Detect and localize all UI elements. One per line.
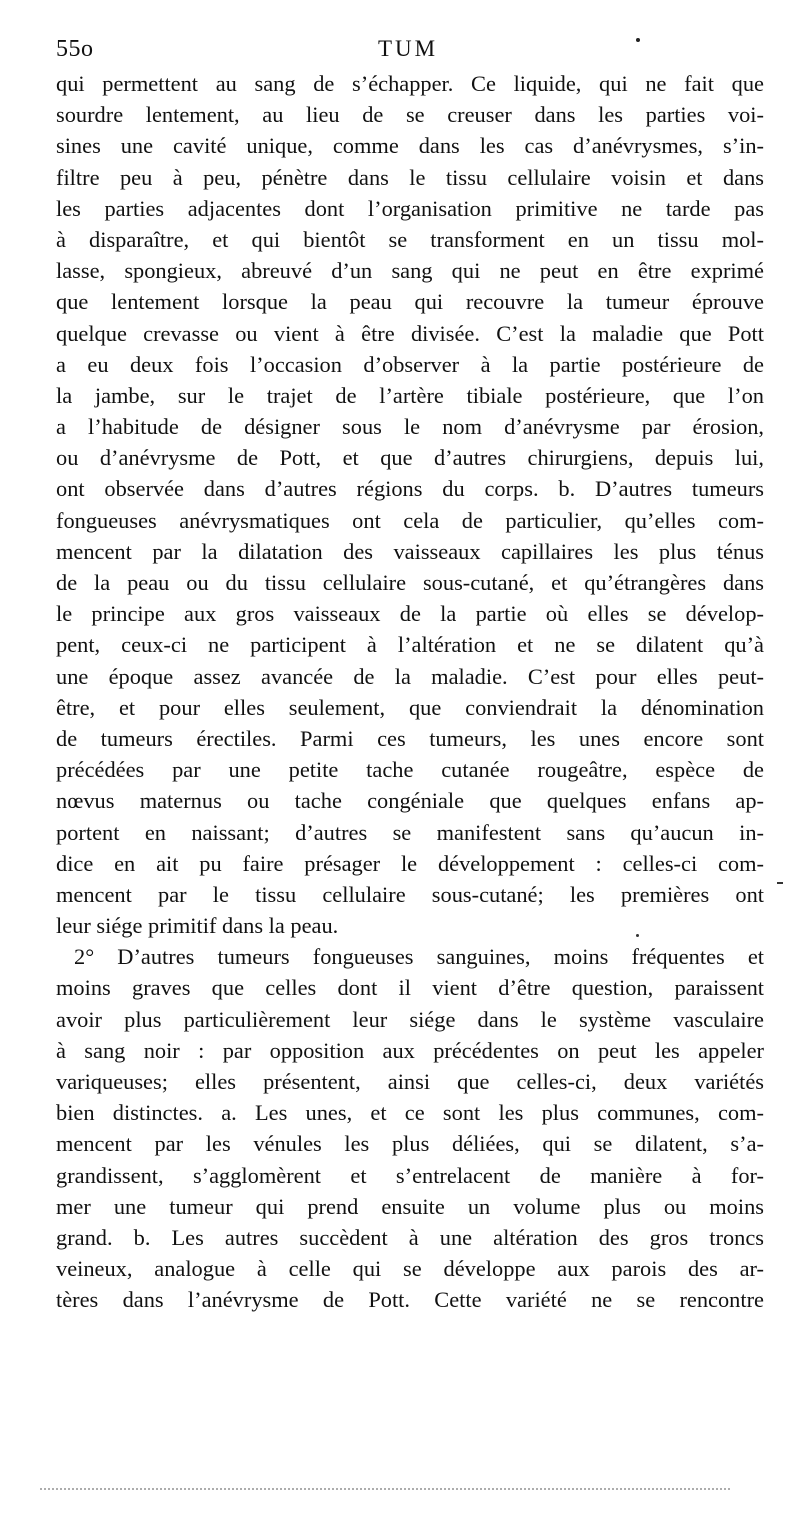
text-line: ont observée dans d’autres régions du corps. b. D’autres tumeurs — [56, 476, 764, 502]
text-line: sourdre lentement, au lieu de se creuser dans les parties voi- — [56, 102, 764, 128]
text-line: tères dans l’anévrysme de Pott. Cette variété ne se rencontre — [56, 1287, 764, 1313]
text-line: variqueuses; elles présentent, ainsi que celles-ci, deux variétés — [56, 1069, 764, 1094]
paragraph-last-line: leur siége primitif dans la peau. — [56, 913, 339, 939]
text-line: à sang noir : par opposition aux précédentes on peut les appeler — [56, 1037, 764, 1063]
text-line: sines une cavité unique, comme dans les cas d’anévrysmes, s’in- — [56, 133, 764, 159]
page-number: 55o — [56, 36, 94, 62]
text-line: de tumeurs érectiles. Parmi ces tumeurs, les unes encore sont — [56, 725, 764, 751]
text-line: grand. b. Les autres succèdent à une altération des gros troncs — [56, 1224, 764, 1250]
text-line: les parties adjacentes dont l’organisation primitive ne tarde pas — [56, 195, 764, 221]
text-line: pent, ceux-ci ne participent à l’altération et ne se dilatent qu’à — [56, 632, 764, 658]
print-speck — [636, 38, 640, 42]
text-line: de la peau ou du tissu cellulaire sous-cutané, et qu’étrangères dans — [56, 570, 764, 595]
text-line: lasse, spongieux, abreuvé d’un sang qui ne peut en être exprimé — [56, 258, 764, 284]
text-line: précédées par une petite tache cutanée rougeâtre, espèce de — [56, 757, 764, 783]
text-line: a l’habitude de désigner sous le nom d’anévrysme par érosion, — [56, 414, 764, 440]
text-line: le principe aux gros vaisseaux de la partie où elles se dévelop- — [56, 601, 764, 627]
text-line: avoir plus particulièrement leur siége dans le système vasculaire — [56, 1006, 764, 1032]
text-line: grandissent, s’agglomèrent et s’entrelacent de manière à for- — [56, 1162, 764, 1188]
text-line: portent en naissant; d’autres se manifestent sans qu’aucun in- — [56, 819, 764, 845]
print-speck — [636, 934, 639, 937]
running-head-title: TUM — [377, 36, 439, 61]
text-line: nœvus maternus ou tache congéniale que quelques enfans ap- — [56, 788, 764, 814]
text-line: ou d’anévrysme de Pott, et que d’autres chirurgiens, depuis lui, — [56, 445, 764, 471]
text-line: fongueuses anévrysmatiques ont cela de particulier, qu’elles com- — [56, 507, 764, 533]
running-head — [56, 36, 760, 68]
text-line: être, et pour elles seulement, que conviendrait la dénomination — [56, 694, 764, 720]
bleed-through-rule — [40, 1488, 730, 1494]
text-line: mer une tumeur qui prend ensuite un volume plus ou moins — [56, 1193, 764, 1219]
text-line: mencent par le tissu cellulaire sous-cutané; les premières ont — [56, 881, 764, 907]
text-line: a eu deux fois l’occasion d’observer à la partie postérieure de — [56, 351, 764, 377]
text-line: bien distinctes. a. Les unes, et ce sont les plus communes, com- — [56, 1100, 764, 1126]
text-line: qui permettent au sang de s’échapper. Ce liquide, qui ne fait que — [56, 71, 764, 96]
text-line: mencent par la dilatation des vaisseaux capillaires les plus ténus — [56, 538, 764, 564]
text-line: la jambe, sur le trajet de l’artère tibiale postérieure, que l’on — [56, 382, 764, 408]
text-line: dice en ait pu faire présager le développement : celles-ci com- — [56, 850, 764, 876]
text-line: moins graves que celles dont il vient d’être question, paraissent — [56, 975, 764, 1001]
text-line: mencent par les vénules les plus déliées, qui se dilatent, s’a- — [56, 1131, 764, 1157]
text-line: quelque crevasse ou vient à être divisée. C’est la maladie que Pott — [56, 320, 764, 346]
margin-mark — [777, 882, 783, 884]
text-line: que lentement lorsque la peau qui recouvre la tumeur éprouve — [56, 289, 764, 315]
text-line: une époque assez avancée de la maladie. C’est pour elles peut- — [56, 663, 764, 689]
body-text — [56, 68, 764, 1316]
text-line: veineux, analogue à celle qui se développe aux parois des ar- — [56, 1256, 764, 1282]
text-line: à disparaître, et qui bientôt se transforment en un tissu mol- — [56, 226, 764, 252]
paragraph-first-line: 2° D’autres tumeurs fongueuses sanguines, moins fréquentes et — [74, 944, 764, 970]
text-line: filtre peu à peu, pénètre dans le tissu cellulaire voisin et dans — [56, 164, 764, 190]
